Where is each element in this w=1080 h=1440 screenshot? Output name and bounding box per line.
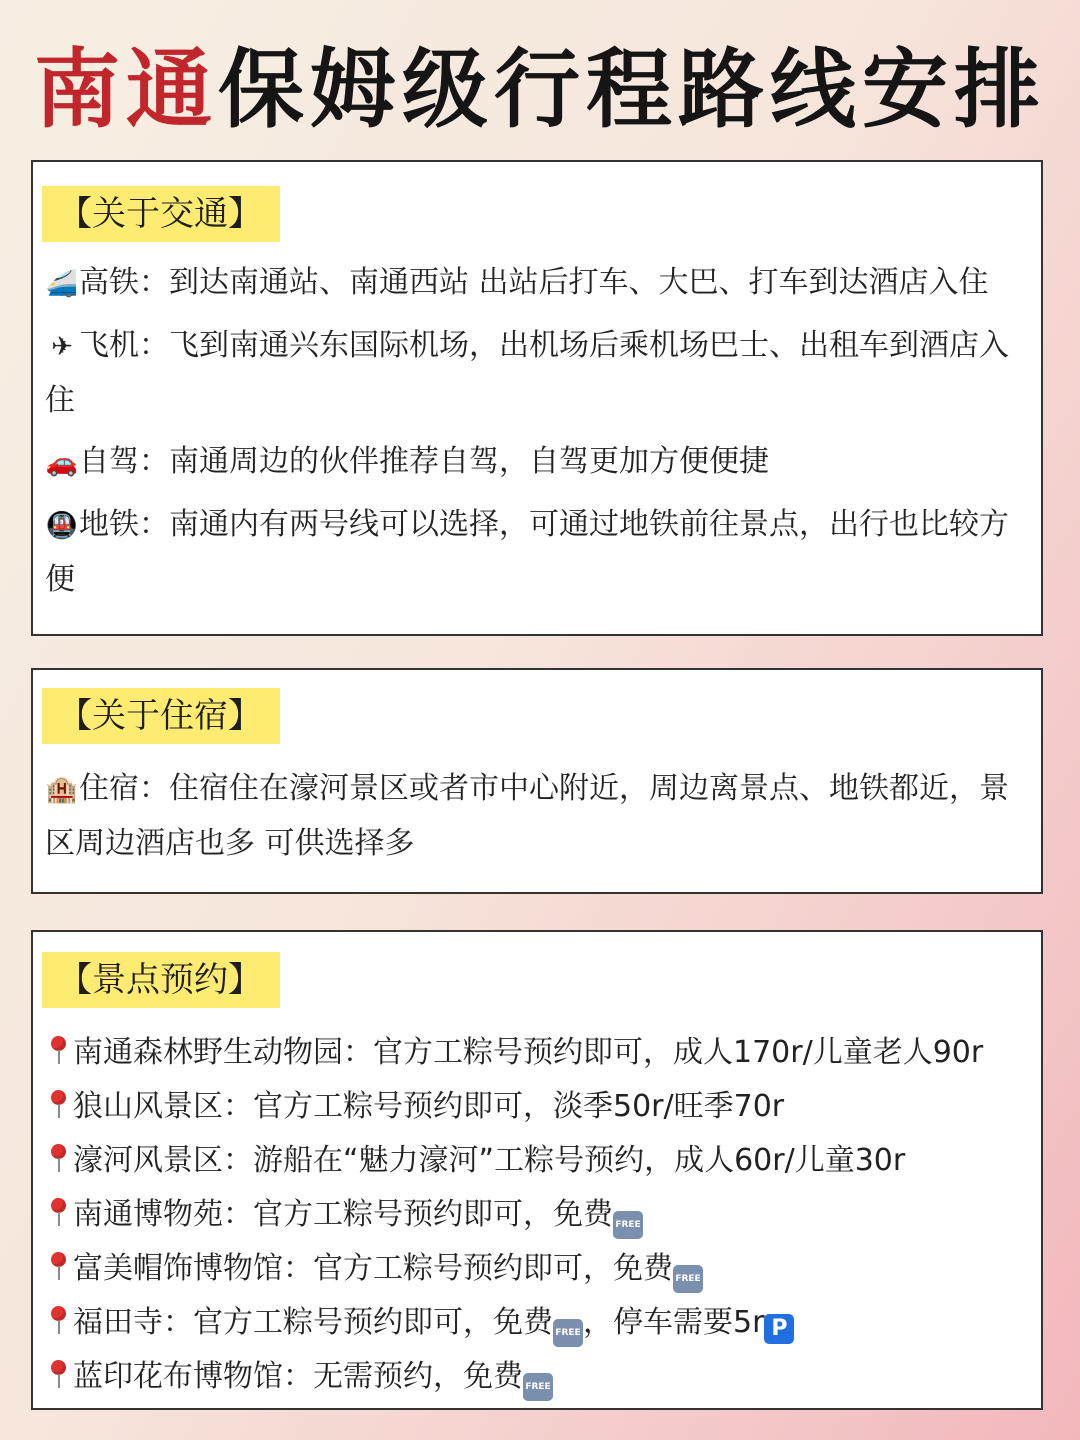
transport-item: ✈ 飞机：飞到南通兴东国际机场，出机场后乘机场巴士、出租车到酒店入住 [45,319,1031,427]
page-title [0,22,1080,142]
pin-icon [45,1140,73,1174]
pin-icon [45,1248,73,1282]
title-rest: 保姆级行程路线安排 [218,39,1046,140]
free-icon: FREE [673,1265,703,1293]
airplane-icon: ✈ [51,332,73,362]
attraction-item: 濠河风景区：游船在“魅力濠河”工粽号预约，成人60r/儿童30r [45,1134,1031,1188]
transport-heading: 【关于交通】 [42,186,280,242]
attractions-heading: 【景点预约】 [42,952,280,1008]
lodging-heading: 【关于住宿】 [42,688,280,744]
transport-card [31,160,1043,636]
lodging-card [31,668,1043,894]
car-icon: 🚗 [45,448,79,478]
attraction-item: 富美帽饰博物馆：官方工粽号预约即可，免费 FREE [45,1242,1031,1296]
attraction-item: 南通森林野生动物园：官方工粽号预约即可，成人170r/儿童老人90r [45,1026,1031,1080]
free-icon: FREE [613,1211,643,1239]
lodging-item: 🏨住宿：住宿住在濠河景区或者市中心附近，周边离景点、地铁都近，景区周边酒店也多 可供选择多 [45,762,1031,870]
free-icon: FREE [553,1319,583,1347]
pin-icon [45,1302,73,1336]
attraction-item: 蓝印花布博物馆：无需预约，免费 FREE [45,1350,1031,1404]
attraction-item: 南通博物苑：官方工粽号预约即可，免费 FREE [45,1188,1031,1242]
title-city: 南通 [34,39,218,140]
pin-icon [45,1032,73,1066]
free-icon: FREE [523,1373,553,1401]
pin-icon [45,1086,73,1120]
high-speed-train-icon: 🚄 [45,269,79,299]
attraction-item: 狼山风景区：官方工粽号预约即可，淡季50r/旺季70r [45,1080,1031,1134]
attraction-item: 福田寺：官方工粽号预约即可，免费 FREE，停车需要5r P [45,1296,1031,1350]
transport-item: 🚄高铁：到达南通站、南通西站 出站后打车、大巴、打车到达酒店入住 [45,256,1031,311]
hotel-icon: 🏨 [45,775,79,805]
pin-icon [45,1194,73,1228]
pin-icon [45,1356,73,1390]
transport-item: 🚗自驾：南通周边的伙伴推荐自驾，自驾更加方便便捷 [45,435,1031,490]
parking-icon: P [764,1314,794,1344]
metro-icon: 🚇 [45,511,79,541]
transport-item: 🚇地铁：南通内有两号线可以选择，可通过地铁前往景点，出行也比较方便 [45,498,1031,606]
attractions-card [31,930,1043,1410]
